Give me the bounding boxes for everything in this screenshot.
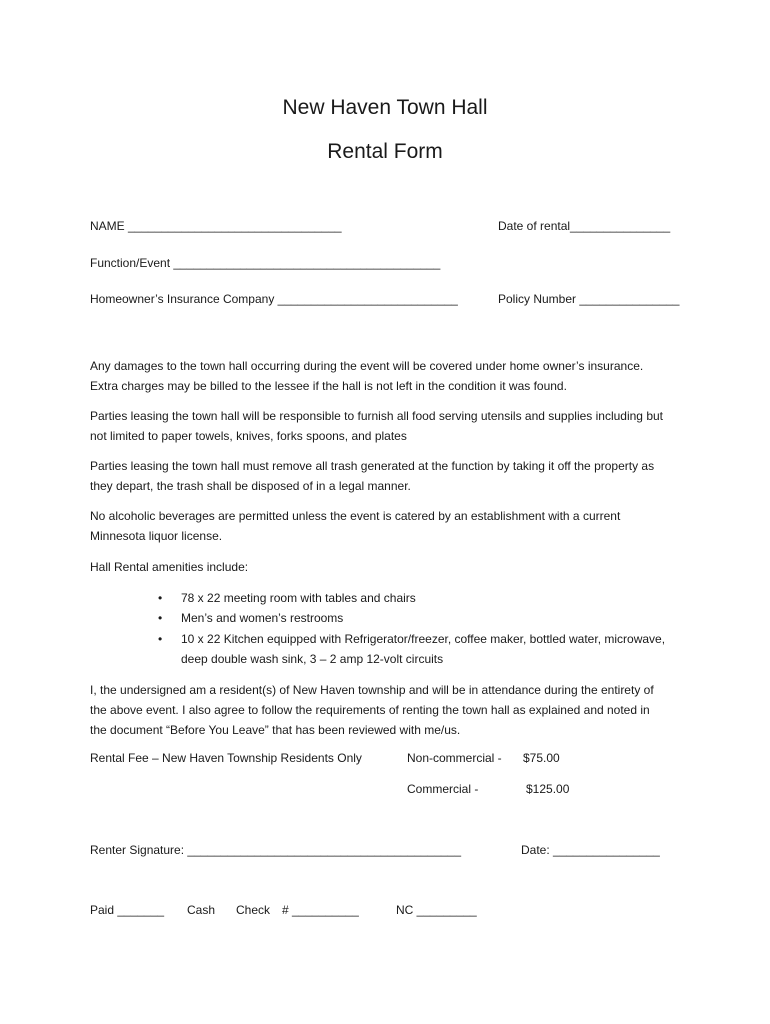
renter-signature-field[interactable]: Renter Signature: _________________________________________ bbox=[90, 843, 462, 857]
amenity-text: 78 x 22 meeting room with tables and chairs bbox=[181, 591, 416, 605]
rental-fee-label: Rental Fee – New Haven Township Residents Only bbox=[90, 751, 362, 765]
policy-number-field[interactable]: Policy Number _______________ bbox=[498, 292, 680, 306]
damages-line: Any damages to the town hall occurring during the event will be covered under home owner’s insurance. bbox=[90, 359, 644, 373]
commercial-amount: $125.00 bbox=[526, 782, 570, 796]
trash-line: they depart, the trash shall be disposed of in a legal manner. bbox=[90, 479, 411, 493]
damages-line: Extra charges may be billed to the lessee if the hall is not left in the condition it was found. bbox=[90, 379, 567, 393]
amenities-heading-text: Hall Rental amenities include: bbox=[90, 560, 249, 574]
agreement-line: I, the undersigned am a resident(s) of New Haven township and will be in attendance during the entirety of bbox=[90, 683, 654, 697]
damages-paragraph bbox=[90, 356, 710, 396]
trash-line: Parties leasing the town hall must remove all trash generated at the function by taking it off the property as bbox=[90, 459, 655, 473]
function-event-field[interactable]: Function/Event ________________________________________ bbox=[90, 256, 441, 270]
form-subtitle: Rental Form bbox=[327, 140, 443, 163]
insurance-company-field[interactable]: Homeowner’s Insurance Company ___________________________ bbox=[90, 292, 458, 306]
bullet-icon: • bbox=[158, 591, 163, 605]
agreement-paragraph bbox=[90, 680, 710, 740]
check-label: Check bbox=[236, 903, 271, 917]
commercial-label: Commercial - bbox=[407, 782, 479, 796]
amenities-heading bbox=[90, 557, 710, 577]
name-field[interactable]: NAME ________________________________ bbox=[90, 219, 342, 233]
trash-paragraph bbox=[90, 456, 710, 496]
date-of-rental-field[interactable]: Date of rental_______________ bbox=[498, 219, 671, 233]
form-title: New Haven Town Hall bbox=[282, 96, 488, 119]
noncommercial-amount: $75.00 bbox=[523, 751, 560, 765]
amenity-text: Men’s and women’s restrooms bbox=[181, 611, 344, 625]
noncommercial-label: Non-commercial - bbox=[407, 751, 502, 765]
supplies-line: Parties leasing the town hall will be responsible to furnish all food serving utensils and supplies including but bbox=[90, 409, 663, 423]
alcohol-line: No alcoholic beverages are permitted unless the event is catered by an establishment with a current bbox=[90, 509, 621, 523]
alcohol-paragraph bbox=[90, 506, 710, 546]
check-number-field[interactable]: # __________ bbox=[282, 903, 359, 917]
paid-field[interactable]: Paid _______ bbox=[90, 903, 165, 917]
amenity-text: deep double wash sink, 3 – 2 amp 12-volt circuits bbox=[181, 652, 444, 666]
supplies-line: not limited to paper towels, knives, forks spoons, and plates bbox=[90, 429, 407, 443]
agreement-line: the above event. I also agree to follow the requirements of renting the town hall as explained and noted in bbox=[90, 703, 650, 717]
bullet-icon: • bbox=[158, 632, 163, 646]
bullet-icon: • bbox=[158, 611, 163, 625]
amenity-text: 10 x 22 Kitchen equipped with Refrigerator/freezer, coffee maker, bottled water, microwave, bbox=[181, 632, 666, 646]
alcohol-line: Minnesota liquor license. bbox=[90, 529, 223, 543]
supplies-paragraph bbox=[90, 406, 710, 446]
signature-date-field[interactable]: Date: ________________ bbox=[521, 843, 660, 857]
agreement-line: the document “Before You Leave” that has been reviewed with me/us. bbox=[90, 723, 461, 737]
nc-field[interactable]: NC _________ bbox=[396, 903, 477, 917]
cash-label: Cash bbox=[187, 903, 216, 917]
